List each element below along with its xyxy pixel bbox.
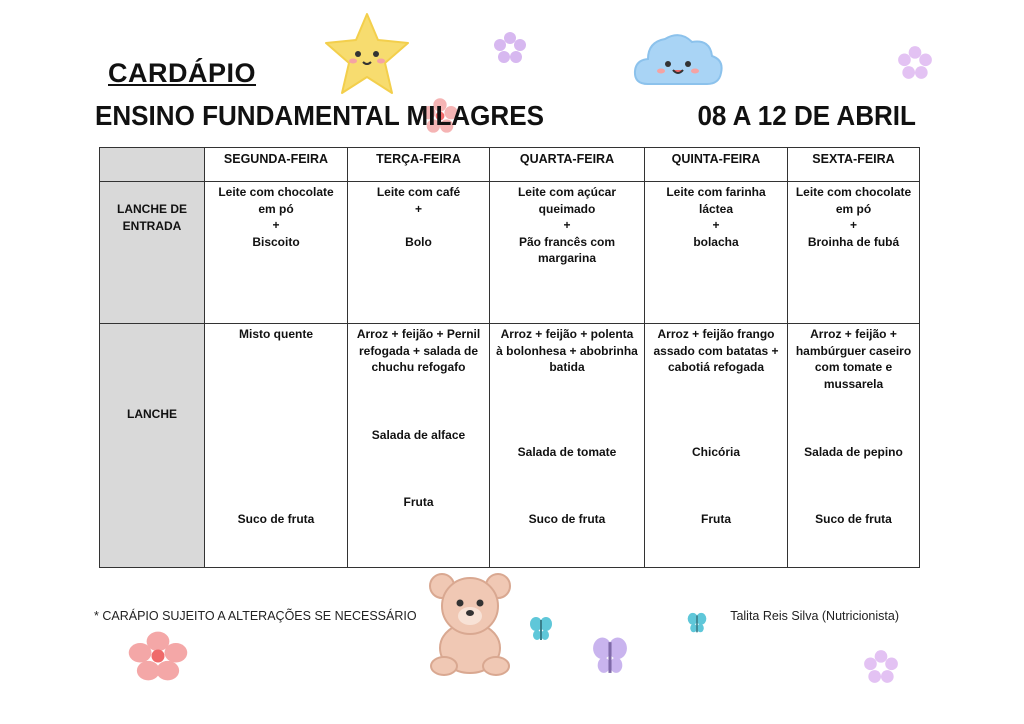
menu-line: Chicória: [691, 445, 740, 460]
menu-line: Leite com farinha: [666, 185, 766, 199]
flower-icon: [862, 648, 900, 686]
day-header: SEGUNDA-FEIRA: [205, 148, 348, 182]
menu-line: +: [563, 218, 571, 232]
school-name: ENSINO FUNDAMENTAL MILAGRES: [95, 100, 544, 131]
menu-line: láctea: [698, 201, 734, 216]
day-header: QUARTA-FEIRA: [490, 148, 645, 182]
menu-line: Bolo: [405, 234, 432, 249]
menu-line: Salada de tomate: [517, 445, 617, 460]
menu-line: mussarela: [823, 376, 884, 391]
cloud-icon: [630, 26, 725, 94]
row-label-lanche: [100, 324, 205, 568]
menu-line: Arroz + feijão + polenta: [500, 327, 634, 342]
menu-line: bolacha: [693, 234, 739, 249]
menu-line: Leite com chocolate: [218, 185, 334, 199]
menu-line: +: [414, 201, 422, 216]
menu-line: batida: [549, 360, 585, 375]
day-header: SEXTA-FEIRA: [788, 148, 920, 182]
star-icon: [322, 10, 412, 98]
menu-line: refogada + salada de: [358, 343, 479, 358]
row-label-lanche-de-entrada: [100, 182, 205, 324]
menu-cell: [788, 324, 920, 568]
menu-cell: [205, 324, 348, 568]
table-corner-cell: [100, 148, 205, 182]
menu-line: com tomate e: [814, 360, 893, 375]
menu-line: chuchu refogafo: [371, 360, 466, 375]
menu-cell: [205, 182, 348, 324]
date-range: 08 A 12 DE ABRIL: [697, 100, 916, 131]
row-label-line: LANCHE: [127, 407, 177, 422]
menu-line: Fruta: [701, 512, 731, 527]
menu-line: Leite com açúcar: [517, 185, 617, 199]
day-header: QUINTA-FEIRA: [645, 148, 788, 182]
flower-icon: [896, 44, 934, 82]
menu-cell: [490, 324, 645, 568]
menu-line: Suco de fruta: [815, 512, 892, 527]
flower-icon: [492, 30, 528, 66]
flower-icon: [128, 630, 188, 682]
menu-line: Biscoito: [252, 234, 300, 249]
row-label-line: LANCHE DE: [116, 202, 187, 216]
menu-cell: [645, 182, 788, 324]
menu-table: [99, 147, 920, 568]
menu-line: Salada de alface: [371, 428, 466, 443]
menu-line: margarina: [537, 251, 597, 265]
menu-line: hambúrguer caseiro: [795, 343, 912, 358]
menu-line: Arroz + feijão frango: [657, 327, 775, 342]
butterfly-icon: [528, 616, 554, 642]
butterfly-icon: [686, 612, 708, 634]
menu-line: Arroz + feijão + Pernil: [356, 327, 481, 342]
menu-line: +: [712, 218, 720, 232]
menu-cell: [788, 182, 920, 324]
menu-line: +: [849, 218, 857, 232]
menu-line: queimado: [538, 201, 596, 216]
menu-line: [351, 217, 486, 234]
menu-line: em pó: [835, 201, 872, 216]
nutritionist-signature: Talita Reis Silva (Nutricionista): [730, 609, 899, 623]
menu-cell: [490, 182, 645, 324]
menu-line: em pó: [258, 201, 294, 216]
menu-line: Salada de pepino: [804, 445, 903, 460]
table-row: [100, 182, 920, 324]
menu-line: Misto quente: [239, 327, 313, 342]
menu-line: Suco de fruta: [528, 512, 606, 527]
menu-line: Suco de fruta: [237, 512, 315, 527]
menu-cell: [348, 324, 490, 568]
butterfly-icon: [588, 636, 632, 676]
teddy-bear-icon: [420, 568, 520, 676]
table-header-row: [100, 148, 920, 182]
menu-line: Broinha de fubá: [807, 234, 900, 249]
menu-line: Fruta: [403, 495, 434, 510]
row-label-line: ENTRADA: [122, 218, 182, 233]
disclaimer-note: * CARÁPIO SUJEITO A ALTERAÇÕES SE NECESSÁRIO: [94, 609, 417, 623]
menu-cell: [645, 324, 788, 568]
menu-line: assado com batatas +: [653, 343, 779, 358]
table-row: [100, 324, 920, 568]
day-header: TERÇA-FEIRA: [348, 148, 490, 182]
menu-line: Pão francês com: [518, 234, 616, 249]
menu-line: +: [272, 218, 280, 232]
menu-line: Leite com chocolate: [795, 185, 912, 199]
menu-cell: [348, 182, 490, 324]
page-title: CARDÁPIO: [108, 58, 257, 88]
menu-line: à bolonhesa + abobrinha: [496, 343, 638, 358]
menu-line: Leite com café: [376, 185, 461, 199]
menu-line: cabotiá refogada: [667, 360, 765, 375]
menu-line: Arroz + feijão +: [810, 327, 897, 342]
